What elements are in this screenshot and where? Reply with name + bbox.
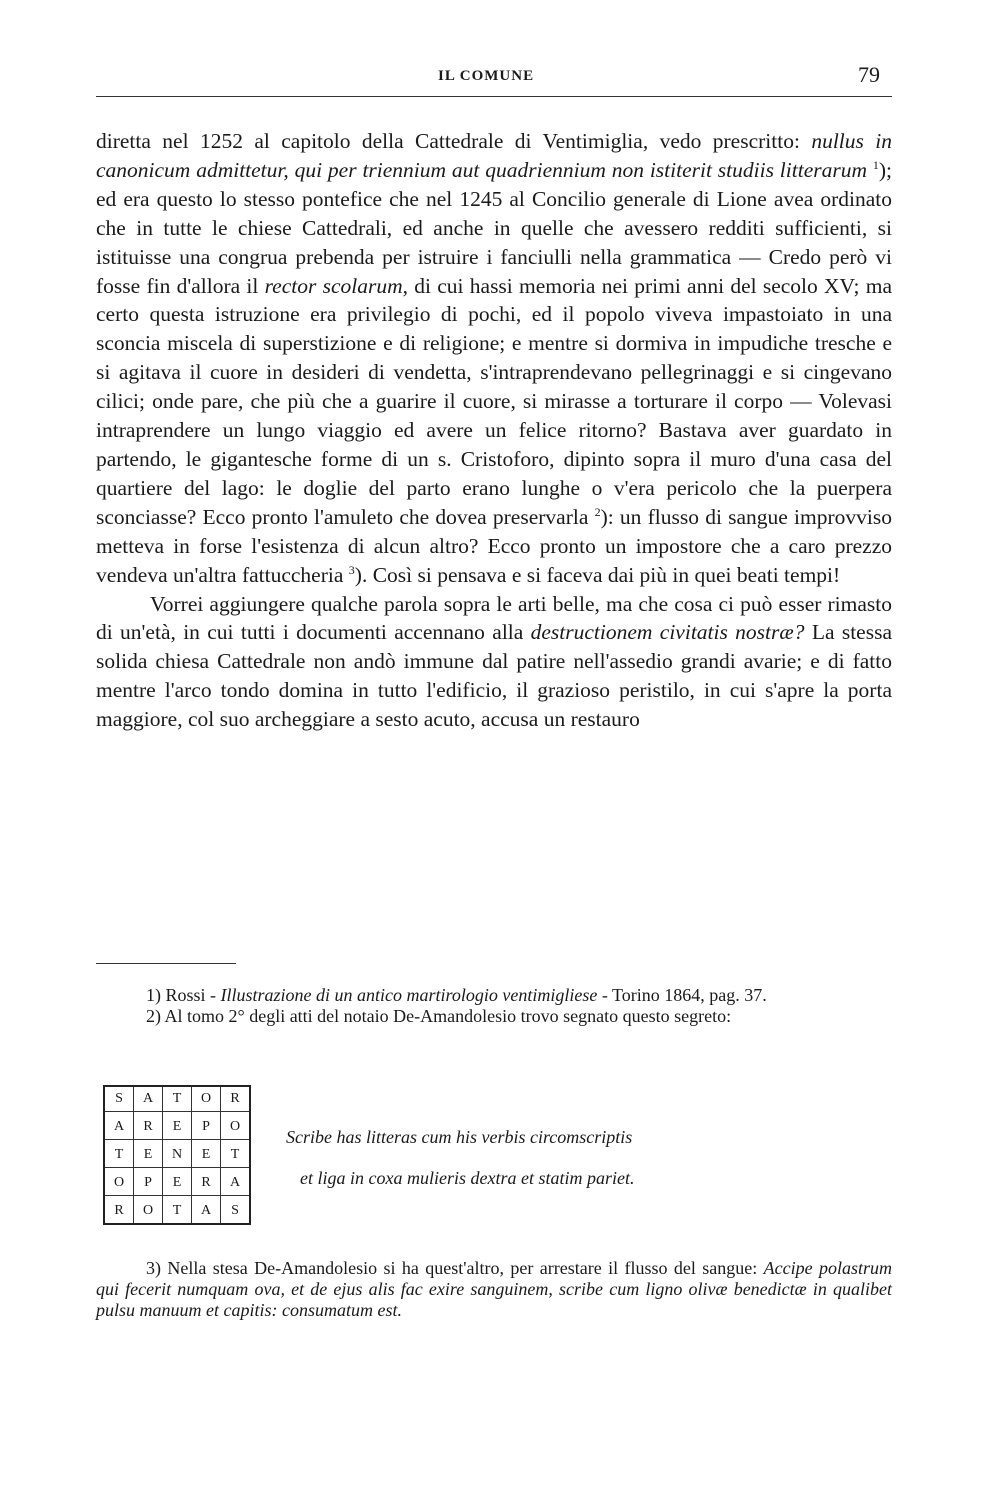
running-title: IL COMUNE xyxy=(438,68,535,84)
footnote-ref: 1 xyxy=(872,157,879,172)
text-run: ): un flusso di sangue improvviso metteva in forse l'esistenza di alcun altro? Ecco pronto un impostore che a caro prezzo vendeva un'altra fattuccheria xyxy=(96,504,892,587)
square-cell: O xyxy=(134,1199,163,1224)
sator-square xyxy=(103,1085,251,1225)
text-run: ). Così si pensava e si faceva dai più in quei beati tempi! xyxy=(354,562,841,587)
main-text xyxy=(96,127,892,734)
square-cell: E xyxy=(163,1115,192,1140)
square-cell: A xyxy=(134,1086,163,1112)
square-cell: R xyxy=(192,1171,221,1196)
square-cell: S xyxy=(221,1199,251,1224)
paragraph-1 xyxy=(96,127,892,590)
header-rule xyxy=(96,96,892,97)
footnotes xyxy=(96,985,892,1027)
square-cell: E xyxy=(163,1171,192,1196)
paragraph-2 xyxy=(96,590,892,735)
latin-quote: destructionem civitatis nostræ? xyxy=(530,620,805,645)
square-row xyxy=(104,1143,250,1168)
cited-title: Illustrazione di un antico martirologio ventimigliese xyxy=(220,985,598,1005)
text-run: 3) Nella stesa De-Amandolesio si ha quest'altro, per arrestare il flusso del sangue: xyxy=(146,1258,764,1278)
square-cell: T xyxy=(114,1147,124,1162)
square-cell: T xyxy=(163,1086,192,1112)
square-cell: A xyxy=(192,1199,221,1224)
text-run: 1) Rossi - xyxy=(146,985,221,1005)
square-cell: R xyxy=(114,1203,124,1218)
square-cell: P xyxy=(192,1115,221,1140)
text-run: ); ed era questo lo stesso pontefice che nel 1245 al Concilio generale di Lione avea ordinato che in tutte le chiese Cattedrali, ed anche in quelle che avessero redditi sufficienti, si istituisse una congrua prebenda per istruire i fanciulli nella grammatica — Credo però vi fosse fin d'allora il xyxy=(96,157,892,298)
square-cell: S xyxy=(115,1091,123,1106)
square-row xyxy=(104,1115,250,1140)
square-cell: N xyxy=(163,1143,192,1168)
footnote-3 xyxy=(96,1258,892,1321)
square-row xyxy=(104,1199,250,1224)
square-cell: E xyxy=(134,1143,163,1168)
square-cell: E xyxy=(192,1143,221,1168)
footnote-ref: 2 xyxy=(594,504,601,519)
square-cell: O xyxy=(221,1115,251,1140)
square-cell: P xyxy=(134,1171,163,1196)
footnote-1 xyxy=(96,985,892,1006)
square-row xyxy=(104,1086,250,1112)
square-cell: R xyxy=(221,1086,251,1112)
footnote-rule xyxy=(96,963,236,964)
square-cell: T xyxy=(163,1199,192,1224)
square-row xyxy=(104,1171,250,1196)
text-run: La stessa solida chiesa Cattedrale non andò immune dal patire nell'assedio grandi avarie; e di fatto mentre l'arco tondo domina in tutto l'edificio, il grazioso peristilo, in cui s'apre la porta maggiore, col suo archeggiare a sesto acuto, accusa un restauro xyxy=(96,620,892,732)
square-cell: O xyxy=(192,1086,221,1112)
square-cell: A xyxy=(221,1171,251,1196)
square-cell: A xyxy=(113,1119,125,1134)
text-run: diretta nel 1252 al capitolo della Cattedrale di Ventimiglia, vedo prescritto: xyxy=(96,129,812,153)
square-cell: R xyxy=(134,1115,163,1140)
page-header xyxy=(96,62,892,98)
footnote-ref: 3 xyxy=(348,562,355,577)
square-cell: O xyxy=(113,1175,125,1190)
text-run: Vorrei aggiungere qualche parola sopra le arti belle, ma che cosa ci può esser rimasto di un'età, in cui tutti i documenti accennano alla xyxy=(96,591,892,645)
latin-term: rector scolarum xyxy=(264,273,403,298)
latin-quote: Accipe polastrum qui fecerit numquam ova, et de ejus alis fac exire sanguinem, scribe cum ligno olivæ benedictæ in qualibet pulsu manuum et capitis: consumatum est. xyxy=(96,1258,892,1320)
latin-quote: nullus in canonicum admittetur, qui per triennium aut quadriennium non istiterit studiis litterarum xyxy=(96,129,892,182)
square-cell: T xyxy=(221,1143,251,1168)
spell-line-2: et liga in coxa mulieris dextra et statim pariet. xyxy=(300,1168,635,1188)
text-run: , di cui hassi memoria nei primi anni del secolo XV; ma certo questa istruzione era privilegio di pochi, ed il popolo viveva impastoiato in una sconcia miscela di superstizione e di religione; e mentre si dormiva in impudiche tresche e si agitava il cuore in desideri di vendetta, s'intraprendevano pellegrinaggi e si cingevano cilici; onde pare, che più che a guarire il cuore, si mirasse a torturare il corpo — Volevasi intraprendere un lungo viaggio ed avere un felice ritorno? Bastava aver guardato in partendo, le gigantesche forme di un s. Cristoforo, dipinto sopra il muro d'una casa del quartiere del lago: le doglie del parto erano lunghe o v'era pericolo che la puerpera sconciasse? Ecco pronto l'amuleto che dovea preservarla xyxy=(96,273,892,529)
spell-line-1: Scribe has litteras cum his verbis circomscriptis xyxy=(286,1127,633,1147)
page-number: 79 xyxy=(858,62,880,87)
footnote-2: 2) Al tomo 2° degli atti del notaio De-Amandolesio trovo segnato questo segreto: xyxy=(146,1006,732,1026)
text-run: - Torino 1864, pag. 37. xyxy=(597,985,767,1005)
